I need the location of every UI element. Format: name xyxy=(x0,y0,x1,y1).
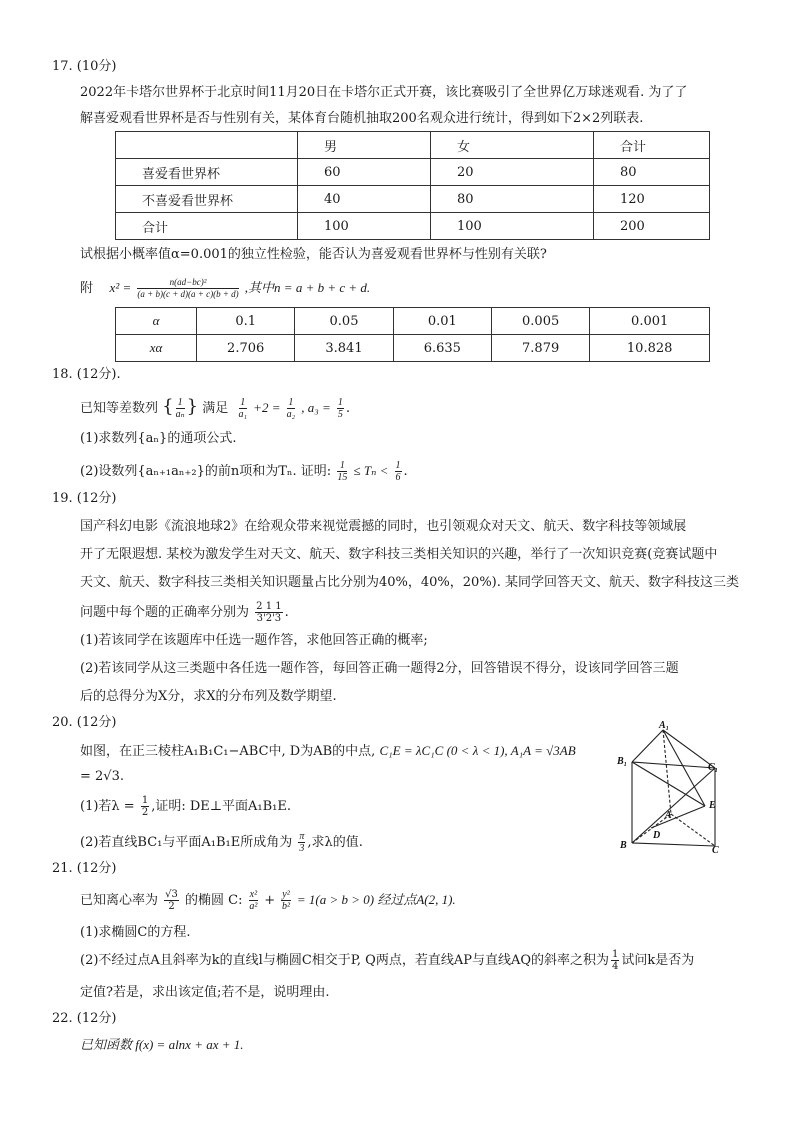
table-cell: 40 xyxy=(298,186,431,213)
denominator: 3'2'3 xyxy=(256,613,282,624)
q19-sub-2a: (2)若该同学从这三类题中各任选一题作答，每回答正确一题得2分，回答错误不得分，设该同学回答三题 xyxy=(80,661,679,676)
q20-heading: 20. (12分) xyxy=(52,715,117,730)
q21-text: 已知离心率为 xyxy=(80,893,159,908)
table-cell: 20 xyxy=(431,159,594,186)
denominator: 15 xyxy=(337,472,348,483)
fraction xyxy=(281,889,290,912)
fraction xyxy=(164,889,179,912)
table-cell: 不喜爱看世界杯 xyxy=(116,186,298,213)
label-d: D xyxy=(653,830,661,841)
formula-numerator: n(ad−bc)² xyxy=(137,277,238,289)
table-cell: 0.01 xyxy=(393,308,491,335)
denominator: 6 xyxy=(395,472,401,483)
q21-text: 的椭圆 C: xyxy=(185,893,243,908)
numerator: 1 xyxy=(337,460,347,472)
q18-sub-1: (1)求数列{aₙ}的通项公式. xyxy=(80,431,237,446)
formula-denominator: (a + b)(c + d)(a + c)(b + d) xyxy=(137,289,239,299)
table-cell xyxy=(116,132,298,159)
label-c1: C₁ xyxy=(708,762,719,773)
fraction xyxy=(337,460,347,483)
formula-lhs: x² = xyxy=(109,280,132,295)
critical-value-table xyxy=(115,307,710,362)
numerator: 1 xyxy=(141,795,149,806)
denominator: a₁ xyxy=(238,409,248,420)
edge-bc xyxy=(632,843,715,846)
fraction xyxy=(255,601,282,624)
q18-text: , a₃ = xyxy=(301,400,331,415)
table-cell: 80 xyxy=(594,159,710,186)
numerator: 1 xyxy=(176,397,185,409)
contingency-table xyxy=(115,131,710,240)
table-cell: 6.635 xyxy=(393,335,491,362)
denominator: aₙ xyxy=(175,409,185,420)
table-row xyxy=(116,335,710,362)
fraction xyxy=(141,795,149,818)
table-cell: 合计 xyxy=(116,213,298,240)
label-a: A xyxy=(665,810,672,821)
numerator: x² xyxy=(249,889,258,900)
fraction xyxy=(298,831,305,854)
table-cell: 80 xyxy=(431,186,594,213)
q19-paragraph-4: 问题中每个题的正确率分别为 $\frac{2 1 1}{3'2'3}$ . xyxy=(80,601,289,624)
numerator: √3 xyxy=(165,889,178,900)
denominator: b² xyxy=(281,901,290,912)
q19-sub-1: (1)若该同学在该题库中任选一题作答，求他回答正确的概率; xyxy=(80,633,428,648)
q18-statement: 已知等差数列 { $\frac{1}{\text{aₙ}}$ } 满足 $\frac{1}{\text{a₁}}$ +2 = $\frac{1}{\text{a₂}}$ , a₃ = $\frac{1}{5}$ . xyxy=(80,396,351,420)
q21-sub-1: (1)求椭圆C的方程. xyxy=(80,925,191,940)
table-cell: 3.841 xyxy=(295,335,393,362)
table-row xyxy=(116,159,710,186)
q21-heading: 21. (12分) xyxy=(52,861,117,876)
table-cell: α xyxy=(116,308,197,335)
q20-vector-text: C₁E = λC₁C (0 < λ < 1), A₁A = √3AB xyxy=(379,743,576,758)
table-cell: 7.879 xyxy=(491,335,589,362)
denominator: 4 xyxy=(612,961,619,972)
q21-text: = 1(a > b > 0) 经过点A(2, 1). xyxy=(296,892,456,907)
q22-heading: 22. (12分) xyxy=(52,1011,117,1026)
prism-figure xyxy=(615,718,725,853)
q20-text: (2)若直线BC₁与平面A₁B₁E所成角为 xyxy=(80,835,293,850)
table-cell: 女 xyxy=(431,132,594,159)
line-de xyxy=(651,806,705,828)
denominator: a₂ xyxy=(286,409,296,420)
q22-statement: 已知函数 f(x) = alnx + ax + 1. xyxy=(80,1037,244,1052)
table-cell: 0.1 xyxy=(197,308,295,335)
table-cell: 合计 xyxy=(594,132,710,159)
table-cell: 0.001 xyxy=(590,308,710,335)
table-cell: 2.706 xyxy=(197,335,295,362)
numerator: 1 xyxy=(240,397,246,408)
denominator: a² xyxy=(249,901,258,912)
table-row xyxy=(116,308,710,335)
numerator: 1 xyxy=(612,949,619,960)
edge-ac xyxy=(671,814,715,846)
numerator: 1 xyxy=(337,397,343,408)
denominator: 5 xyxy=(337,409,343,420)
q17-paragraph-1: 2022年卡塔尔世界杯于北京时间11月20日在卡塔尔正式开赛，该比赛吸引了全世界亿万球迷观看. 为了了 xyxy=(80,85,688,100)
q20-sub-1 xyxy=(80,792,291,822)
numerator: y² xyxy=(282,889,290,900)
table-row xyxy=(116,186,710,213)
q20-text: (1)若λ = xyxy=(80,799,135,814)
table-row xyxy=(116,213,710,240)
table-cell: 0.005 xyxy=(491,308,589,335)
edge-a1b1 xyxy=(632,730,663,762)
q19-paragraph-2: 开了无限遐想. 某校为激发学生对天文、航天、数字科技三类相关知识的兴趣，举行了一次知识竞赛(竞赛试题中 xyxy=(80,547,718,562)
q18-heading: 18. (12分). xyxy=(52,367,121,382)
table-header-row xyxy=(116,132,710,159)
table-cell: 200 xyxy=(594,213,710,240)
table-cell: 100 xyxy=(298,213,431,240)
fraction xyxy=(239,397,247,420)
q21-text: 试问k是否为 xyxy=(621,953,695,968)
q17-question: 试根据小概率值α=0.001的独立性检验，能否认为喜爱观看世界杯与性别有关联? xyxy=(80,247,547,262)
q19-text: 问题中每个题的正确率分别为 xyxy=(80,605,250,620)
fraction xyxy=(337,397,344,420)
table-cell: xα xyxy=(116,335,197,362)
q20-sub-2 xyxy=(80,828,363,858)
edge-b1c1 xyxy=(632,762,715,768)
q20-line-1 xyxy=(80,742,576,761)
q17-heading: 17. (10分) xyxy=(52,59,117,74)
q19-heading: 19. (12分) xyxy=(52,491,117,506)
q19-paragraph-1: 国产科幻电影《流浪地球2》在给观众带来视觉震撼的同时，也引领观众对天文、航天、数字科技等领域展 xyxy=(80,519,687,534)
q21-text: + xyxy=(264,893,276,908)
q17-paragraph-2: 解喜爱观看世界杯是否与性别有关，某体育台随机抽取200名观众进行统计，得到如下2×2列联表. xyxy=(80,111,644,126)
table-cell: 60 xyxy=(298,159,431,186)
table-cell: 10.828 xyxy=(590,335,710,362)
numerator: 1 xyxy=(288,397,294,408)
q19-sub-2b: 后的总得分为X分，求X的分布列及数学期望. xyxy=(80,689,337,704)
q21-statement xyxy=(80,885,456,915)
q18-text: ≤ Tₙ < xyxy=(353,463,389,478)
label-c: C xyxy=(712,845,719,853)
denominator: 2 xyxy=(141,807,149,818)
q18-text: +2 = xyxy=(253,400,281,415)
table-cell: 100 xyxy=(431,213,594,240)
chi-square-formula xyxy=(80,274,370,302)
denominator: 2 xyxy=(168,901,175,912)
q20-text: ,求λ的值. xyxy=(307,835,363,850)
denominator: 3 xyxy=(299,843,305,854)
label-b: B xyxy=(620,840,627,851)
formula-fraction xyxy=(137,277,238,300)
q18-text: 满足 xyxy=(202,401,229,416)
line-b1e xyxy=(632,762,705,806)
numerator: 2 1 1 xyxy=(256,601,282,612)
line-a1e xyxy=(663,730,705,806)
label-a1: A₁ xyxy=(659,720,670,731)
fraction xyxy=(249,889,258,912)
fraction xyxy=(395,460,402,483)
q21-sub-2-cont: 定值?若是，求出该定值;若不是，说明理由. xyxy=(80,985,330,1000)
formula-prefix: 附 xyxy=(80,281,94,296)
formula-tail: ,其中n = a + b + c + d. xyxy=(244,280,371,295)
fraction xyxy=(611,949,619,972)
q20-text: 如图，在正三棱柱A₁B₁C₁−ABC中, D为AB的中点, xyxy=(80,744,376,759)
q21-sub-2 xyxy=(80,946,694,976)
q21-text: (2)不经过点A且斜率为k的直线l与椭圆C相交于P, Q两点，若直线AP与直线AQ的斜率之积为 xyxy=(80,953,610,968)
q20-line-2: = 2√3. xyxy=(80,769,124,784)
q19-paragraph-3: 天文、航天、数字科技三类相关知识题量占比分别为40%，40%，20%). 某同学回答天文、航天、数字科技这三类 xyxy=(80,575,740,590)
fraction xyxy=(176,397,185,420)
q18-sub-2: (2)设数列{aₙ₊₁aₙ₊₂}的前n项和为Tₙ. 证明: $\frac{1}{15}$ ≤ Tₙ < $\frac{1}{6}$ . xyxy=(80,460,408,483)
numerator: 1 xyxy=(395,460,401,471)
line-bc1 xyxy=(632,768,715,843)
table-cell: 喜爱看世界杯 xyxy=(116,159,298,186)
q18-text: (2)设数列{aₙ₊₁aₙ₊₂}的前n项和为Tₙ. 证明: xyxy=(80,464,332,479)
table-cell: 男 xyxy=(298,132,431,159)
label-b1: B₁ xyxy=(617,756,628,767)
fraction xyxy=(287,397,295,420)
table-cell: 0.05 xyxy=(295,308,393,335)
q20-text: ,证明: DE⊥平面A₁B₁E. xyxy=(151,799,291,814)
q18-text: 已知等差数列 xyxy=(80,401,159,416)
numerator: π xyxy=(299,831,305,842)
table-cell: 120 xyxy=(594,186,710,213)
label-e: E xyxy=(709,800,716,811)
